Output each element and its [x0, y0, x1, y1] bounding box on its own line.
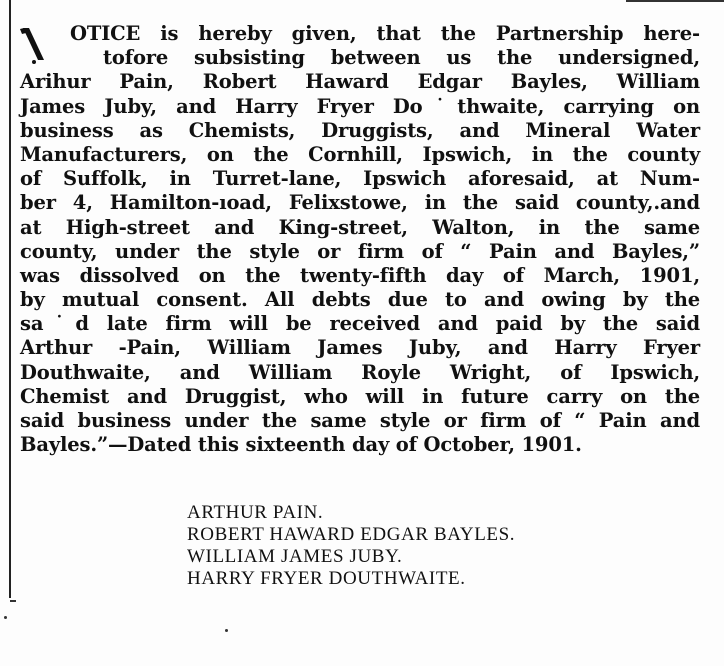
notice-line: at High-street and King-street, Walton, in the same	[20, 215, 700, 239]
signature-name: WILLIAM JAMES JUBY.	[187, 546, 403, 567]
partnership-dissolution-notice	[20, 22, 700, 457]
notice-line: tofore subsisting between us the undersigned,	[103, 46, 700, 70]
signature-block	[187, 502, 515, 590]
notice-line: Bayles.”—Dated this sixteenth day of October, 1901.	[20, 433, 582, 457]
notice-line: Manufacturers, on the Cornhill, Ipswich, in the county	[20, 142, 700, 166]
column-rule-bottom	[10, 600, 16, 602]
notice-line: by mutual consent. All debts due to and owing by the	[20, 288, 700, 312]
notice-line: Douthwaite, and William Royle Wright, of Ipswich,	[20, 360, 700, 384]
notice-line: Chemist and Druggist, who will in future carry on the	[20, 384, 700, 408]
notice-line: OTICE is hereby given, that the Partnership here-	[70, 22, 700, 45]
notice-line: was dissolved on the twenty-fifth day of March, 1901,	[20, 263, 700, 287]
notice-line: Arthur -Pain, William James Juby, and Harry Fryer	[20, 336, 700, 360]
column-rule-left	[9, 0, 11, 598]
notice-line: said business under the same style or firm of “ Pain and	[20, 409, 700, 432]
notice-line: of Suffolk, in Turret-lane, Ipswich aforesaid, at Num-	[20, 167, 700, 191]
notice-line: James Juby, and Harry Fryer Do˙thwaite, carrying on	[20, 94, 700, 118]
notice-line: business as Chemists, Druggists, and Mineral Water	[20, 118, 700, 142]
notice-line: county, under the style or firm of “ Pain and Bayles,”	[20, 239, 700, 263]
ink-speck	[225, 629, 228, 632]
notice-line: ber 4, Hamilton-ıoad, Felixstowe, in the said county,.and	[20, 191, 700, 215]
ink-speck	[4, 616, 7, 619]
signature-name: ROBERT HAWARD EDGAR BAYLES.	[187, 524, 516, 545]
notice-line: sa˙d late firm will be received and paid by the said	[20, 312, 700, 336]
notice-line: Arihur Pain, Robert Haward Edgar Bayles, William	[20, 70, 700, 94]
signature-name: ARTHUR PAIN.	[187, 502, 324, 523]
column-rule-top	[626, 0, 724, 2]
signature-name: HARRY FRYER DOUTHWAITE.	[187, 568, 466, 589]
